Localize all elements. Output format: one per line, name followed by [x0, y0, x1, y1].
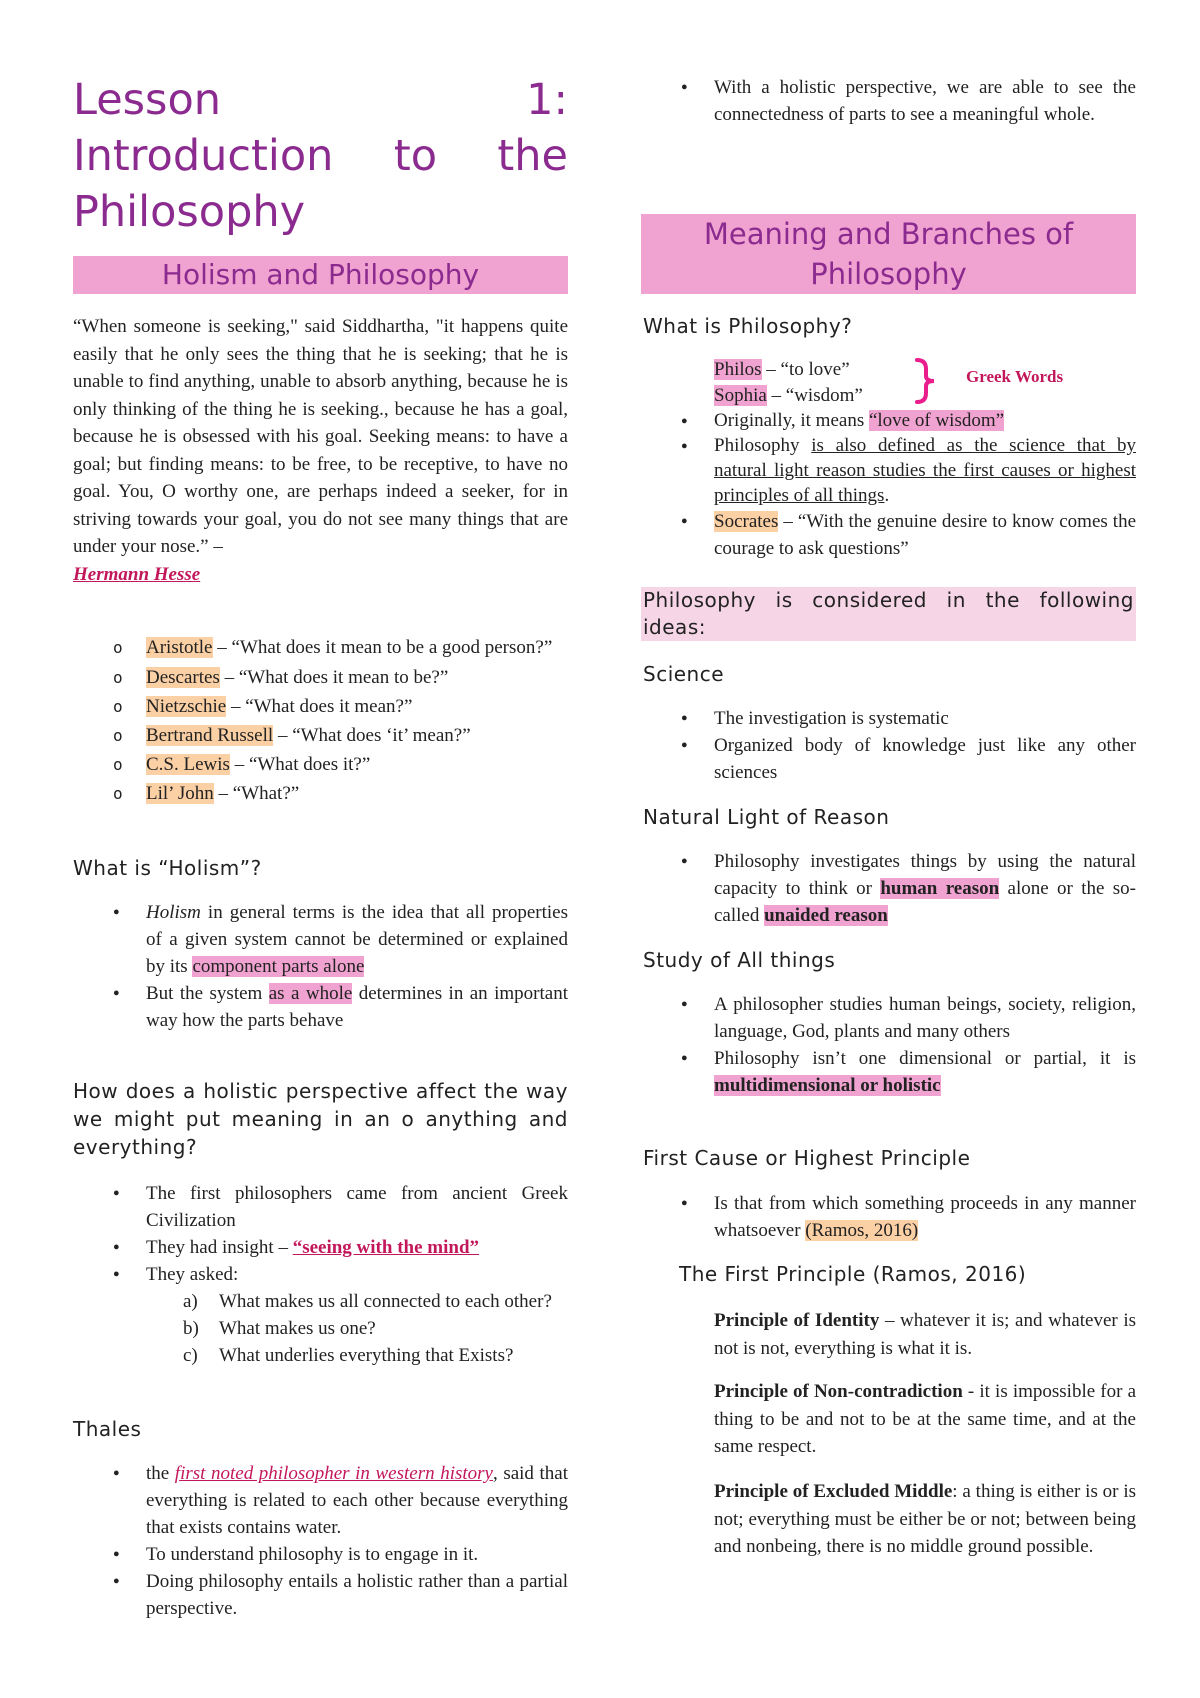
principle-excluded-middle: [714, 1478, 1136, 1561]
list-item: [641, 433, 1136, 508]
list-item: ● The first philosophers came from ancient Greek Civilization: [73, 1180, 568, 1234]
philosopher-name: Nietzschie: [146, 696, 227, 717]
list-item: ● A philosopher studies human beings, society, religion, language, God, plants and many others: [641, 991, 1136, 1045]
philosopher-quote: – “What does ‘it’ mean?”: [273, 725, 471, 746]
holism-list: [73, 899, 568, 1034]
list-item: [73, 692, 568, 721]
question-text: What makes us one?: [219, 1318, 376, 1339]
list-item: [73, 980, 568, 1034]
philosophy-list: [641, 408, 1136, 562]
title-word: Philosophy: [73, 187, 306, 237]
highlight: “love of wisdom”: [868, 410, 1005, 431]
quote-text: “When someone is seeking," said Siddhartha, "it happens quite easily that he only sees the thing that he is seeking; that he is unable to find anything, unable to absorb anything, because he is only thinking of the thing he is seeking., because he has a goal, because he is obsessed with his goal. Seeking means: to have a goal; but finding means: to be free, to be receptive, to have no goal. You, O worthy one, are perhaps indeed a seeker, for in striving towards your goal, you do not see many things that are under your nose.” –: [73, 316, 568, 557]
title-word: to: [393, 131, 437, 181]
philosopher-quote: – “What does it?”: [229, 754, 371, 775]
thales-list: [73, 1460, 568, 1622]
list-item: [73, 1315, 568, 1342]
list-item: [73, 1288, 568, 1315]
text: Philosophy isn’t one dimensional or partial, it is: [714, 1048, 1136, 1069]
principle-text: – whatever it is; and whatever is not is not, everything is what it is.: [714, 1310, 1136, 1359]
hesse-quote: [73, 313, 568, 588]
list-item: [73, 899, 568, 980]
first-principle-heading: The First Principle (Ramos, 2016): [679, 1262, 1027, 1286]
list-item: [641, 1045, 1136, 1099]
greek-word: Sophia: [714, 385, 767, 406]
quote-author-link[interactable]: Hermann Hesse: [73, 563, 201, 585]
considered-heading: Philosophy is considered in the following ideas:: [643, 588, 1134, 639]
text: Is that from which something proceeds in any manner whatsoever: [714, 1193, 1136, 1241]
holism-definition: in general terms is the idea that all properties of a given system cannot be determined or explained by its: [146, 902, 568, 977]
natural-light-list: [641, 848, 1136, 929]
definition-underlined: is also defined as the science that by natural light reason studies the first causes or highest principles of all things: [714, 435, 1136, 506]
principle-title: Principle of Non-contradiction: [714, 1381, 963, 1402]
philosopher-quote: – “What does it mean to be a good person?”: [212, 637, 553, 658]
insight-link[interactable]: “seeing with the mind”: [292, 1237, 480, 1258]
greek-meaning: – “to love”: [761, 359, 850, 380]
study-heading: Study of All things: [643, 948, 836, 972]
title-word: Lesson: [73, 75, 222, 125]
title-word: the: [497, 131, 568, 181]
list-item: [73, 779, 568, 808]
philosopher-name: Bertrand Russell: [146, 725, 274, 746]
perspective-heading: How does a holistic perspective affect the way we might put meaning in an o anything and everything?: [73, 1079, 568, 1159]
list-label: a): [183, 1291, 198, 1312]
list-label: b): [183, 1318, 199, 1339]
list-item: ● The investigation is systematic: [641, 705, 1136, 732]
principle-non-contradiction: [714, 1378, 1136, 1461]
text: alone or the so-called: [714, 878, 1136, 926]
list-item: [73, 663, 568, 692]
title-word: Introduction: [73, 131, 334, 181]
highlight: multidimensional or holistic: [714, 1075, 941, 1096]
highlight: unaided reason: [764, 905, 888, 926]
philosopher-quote: – “What does it mean to be?”: [219, 667, 449, 688]
thales-link[interactable]: first noted philosopher in western history: [174, 1463, 493, 1484]
curly-brace-icon: [913, 357, 943, 405]
greek-meaning: – “wisdom”: [766, 385, 863, 406]
principle-title: Principle of Excluded Middle: [714, 1481, 953, 1502]
highlight: human reason: [880, 878, 1000, 899]
natural-light-heading: Natural Light of Reason: [643, 805, 890, 829]
title-word: 1:: [526, 75, 568, 125]
list-item: [641, 1190, 1136, 1244]
socrates-quote: – “With the genuine desire to know comes the courage to ask questions”: [714, 511, 1136, 559]
list-item: [641, 508, 1136, 562]
lesson-title: [73, 72, 568, 240]
list-item: ● With a holistic perspective, we are able to see the connectedness of parts to see a meaningful whole.: [641, 74, 1136, 128]
list-item: [73, 1234, 568, 1261]
list-item: [73, 1342, 568, 1369]
text: They had insight –: [146, 1237, 293, 1258]
list-item: ● They asked:: [73, 1261, 568, 1288]
text: , said that everything is related to each other because everything that exists contains water.: [146, 1463, 568, 1538]
study-list: [641, 991, 1136, 1099]
question-text: What underlies everything that Exists?: [219, 1345, 514, 1366]
philosopher-name: Aristotle: [146, 637, 213, 658]
holistic-list: [641, 74, 1136, 128]
text: But the system: [146, 983, 269, 1004]
question-text: What makes us all connected to each other?: [219, 1291, 552, 1312]
philosopher-name: Socrates: [714, 511, 779, 532]
greek-word: Philos: [714, 359, 762, 380]
list-item: [641, 848, 1136, 929]
citation: (Ramos, 2016): [805, 1220, 919, 1241]
list-label: c): [183, 1345, 198, 1366]
philosopher-name: Descartes: [146, 667, 220, 688]
questions-list: [73, 1288, 568, 1369]
list-item: ● Organized body of knowledge just like any other sciences: [641, 732, 1136, 786]
highlight: as a whole: [268, 983, 353, 1004]
philosopher-name: C.S. Lewis: [146, 754, 230, 775]
principle-title: Principle of Identity: [714, 1310, 880, 1331]
text: .: [884, 485, 890, 506]
science-heading: Science: [643, 662, 725, 686]
philosopher-name: Lil’ John: [146, 783, 214, 804]
thales-heading: Thales: [73, 1417, 142, 1441]
text: determines in an important way how the parts behave: [146, 983, 568, 1031]
list-item: [73, 721, 568, 750]
text: Philosophy investigates things by using the natural capacity to think or: [714, 851, 1136, 899]
philosophers-list: [73, 634, 568, 808]
first-cause-list: [641, 1190, 1136, 1244]
holism-heading: What is “Holism”?: [73, 856, 262, 880]
holism-term: Holism: [146, 902, 201, 923]
list-item: [73, 1460, 568, 1541]
text: the: [146, 1463, 175, 1484]
greek-words-label: Greek Words: [966, 367, 1064, 386]
text: Originally, it means: [714, 410, 869, 431]
list-item: [73, 750, 568, 779]
principle-identity: [714, 1307, 1136, 1362]
section-heading-meaning: Meaning and Branches of Philosophy: [641, 214, 1136, 294]
perspective-list: [73, 1180, 568, 1288]
highlight: component parts alone: [192, 956, 365, 977]
principle-text: : a thing is either is or is not; everything must be either be or not; between being and nonbeing, there is no middle ground possible.: [714, 1481, 1137, 1557]
list-item: ● Doing philosophy entails a holistic rather than a partial perspective.: [73, 1568, 568, 1622]
list-item: [73, 634, 568, 661]
list-item: ● To understand philosophy is to engage in it.: [73, 1541, 568, 1568]
list-item: [641, 408, 1136, 433]
text: Philosophy: [714, 435, 812, 456]
philosopher-quote: – “What?”: [213, 783, 300, 804]
what-is-philosophy-heading: What is Philosophy?: [643, 314, 853, 338]
principle-text: - it is impossible for a thing to be and not to be at the same time, and at the same respect.: [714, 1381, 1137, 1457]
science-list: [641, 705, 1136, 786]
philosopher-quote: – “What does it mean?”: [226, 696, 413, 717]
section-heading-holism: Holism and Philosophy: [73, 256, 568, 294]
first-cause-heading: First Cause or Highest Principle: [643, 1146, 971, 1170]
